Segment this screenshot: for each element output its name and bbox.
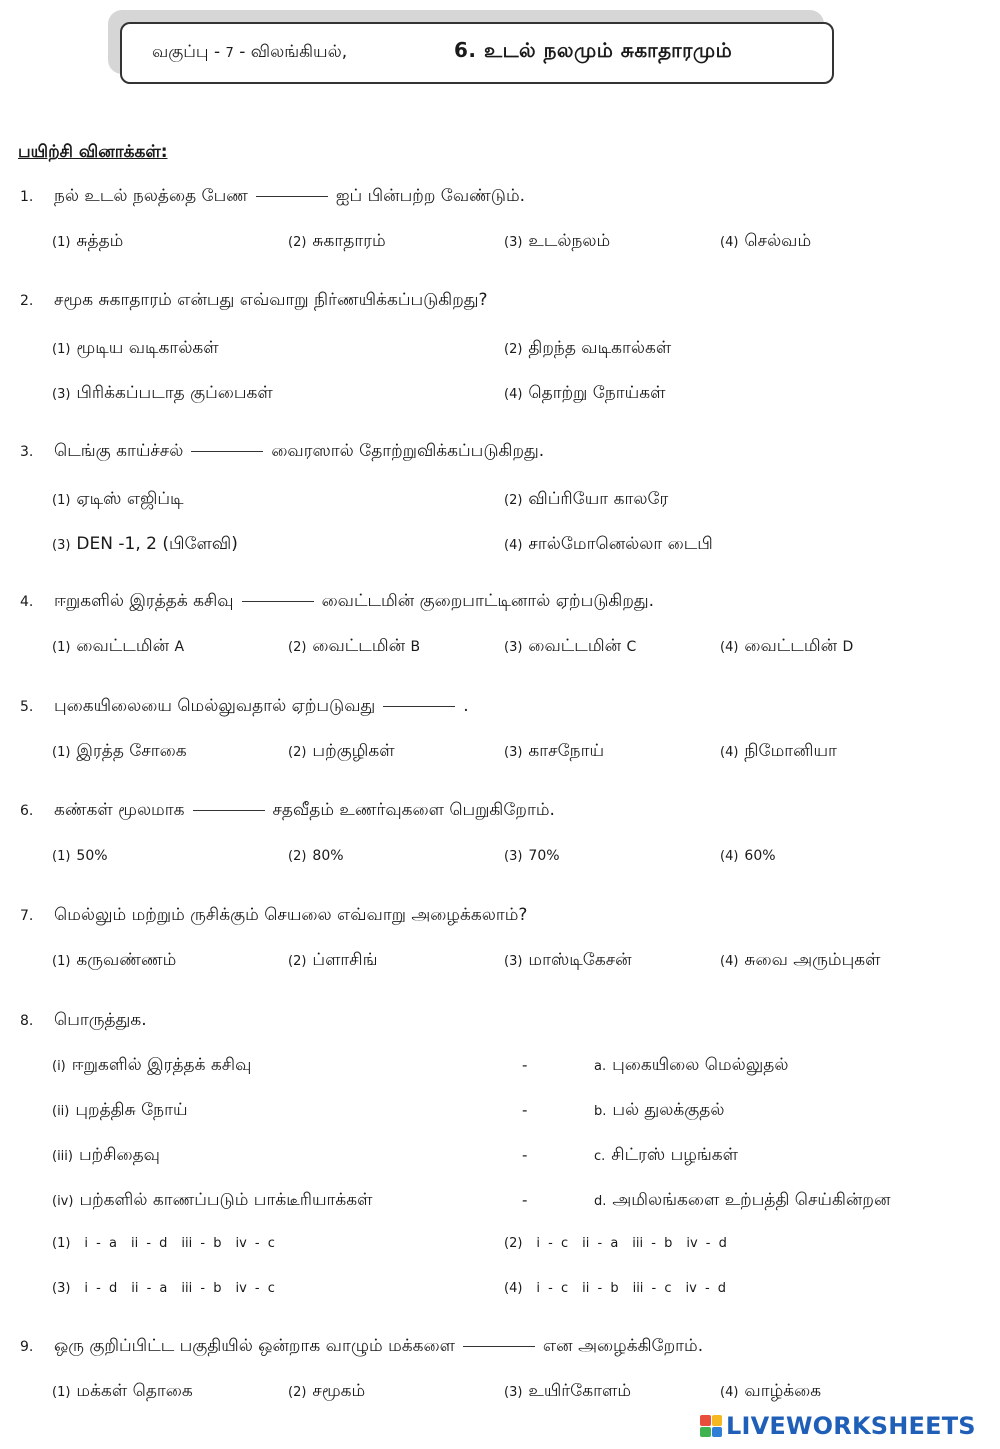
match-right-item — [594, 1055, 789, 1077]
question-number: 6. — [20, 803, 34, 819]
option-text: சால்மோனெல்லா டைபி — [528, 534, 713, 554]
answer-option — [52, 1381, 193, 1403]
question-stem: புகையிலையை மெல்லுவதால் ஏற்படுவது — [54, 696, 376, 716]
question-stem: ஈறுகளில் இரத்தக் கசிவு — [54, 591, 234, 611]
question-text — [20, 1336, 703, 1358]
option-text-small: C — [626, 639, 637, 655]
liveworksheets-logo — [700, 1411, 976, 1441]
question-text — [20, 290, 488, 312]
answer-option — [504, 383, 665, 405]
question-stem: ஒரு குறிப்பிட்ட பகுதியில் ஒன்றாக வாழும் மக்களை — [54, 1336, 455, 1356]
option-text: சமூகம் — [312, 1381, 366, 1401]
option-number: (2) — [288, 235, 307, 250]
option-number: (3) — [504, 640, 523, 655]
option-number: (2) — [504, 1236, 523, 1251]
option-number: (4) — [720, 235, 739, 250]
question-stem: சமூக சுகாதாரம் என்பது எவ்வாறு நிர்ணயிக்கப்படுகிறது? — [54, 290, 488, 310]
option-text-small: A — [174, 639, 185, 655]
option-text: வைட்டமின் — [744, 636, 843, 656]
match-pair: iv - d — [685, 1281, 727, 1296]
option-text: DEN -1, 2 (பிளேவி) — [76, 534, 238, 554]
option-number: (2) — [288, 849, 307, 864]
option-text-small: 60% — [744, 848, 776, 864]
option-text: பிரிக்கப்படாத குப்பைகள் — [76, 383, 273, 403]
option-number: (4) — [720, 640, 739, 655]
match-right-letter: b. — [594, 1104, 607, 1119]
grade-label — [152, 42, 347, 64]
match-answer-option — [504, 1281, 740, 1296]
option-number: (2) — [504, 493, 523, 508]
answer-blank — [193, 810, 265, 811]
answer-option — [504, 1381, 631, 1403]
match-pair: iii - b — [181, 1281, 222, 1296]
option-number: (3) — [504, 1385, 523, 1400]
option-number: (3) — [504, 849, 523, 864]
match-pair: iii - b — [181, 1236, 222, 1251]
option-number: (1) — [52, 1385, 71, 1400]
option-number: (4) — [720, 849, 739, 864]
answer-option — [288, 231, 386, 253]
option-text: சுவை அரும்புகள் — [744, 950, 881, 970]
option-number: (1) — [52, 745, 71, 760]
match-right-text: சிட்ரஸ் பழங்கள் — [611, 1145, 739, 1165]
option-number: (1) — [52, 640, 71, 655]
option-number: (4) — [504, 538, 523, 553]
answer-blank — [191, 451, 263, 452]
option-number: (2) — [504, 342, 523, 357]
answer-blank — [242, 601, 314, 602]
question-text — [20, 800, 555, 822]
option-text: திறந்த வடிகால்கள் — [528, 338, 672, 358]
match-right-item — [594, 1145, 738, 1167]
question-number: 9. — [20, 1339, 34, 1355]
option-number: (1) — [52, 954, 71, 969]
answer-option — [52, 383, 273, 405]
question-stem: டெங்கு காய்ச்சல் — [54, 441, 184, 461]
option-number: (1) — [52, 235, 71, 250]
match-right-item — [594, 1100, 724, 1122]
option-text: விப்ரியோ காலரே — [528, 489, 669, 509]
match-right-text: அமிலங்களை உற்பத்தி செய்கின்றன — [612, 1190, 891, 1210]
answer-option — [504, 741, 604, 763]
answer-option — [288, 950, 378, 972]
match-pair: ii - b — [582, 1281, 619, 1296]
option-text: சுத்தம் — [76, 231, 124, 251]
option-number: (2) — [288, 745, 307, 760]
question-stem: நல் உடல் நலத்தை பேண — [54, 186, 248, 206]
match-pair: iii - c — [632, 1281, 672, 1296]
match-right-letter: a. — [594, 1059, 607, 1074]
match-left-text: புறத்திசு நோய் — [75, 1100, 188, 1120]
option-text: மக்கள் தொகை — [76, 1381, 193, 1401]
match-left-number: (iv) — [52, 1194, 74, 1209]
option-number: (4) — [720, 745, 739, 760]
option-number: (2) — [288, 640, 307, 655]
question-number: 2. — [20, 293, 34, 309]
answer-option — [504, 950, 632, 972]
match-left-item — [52, 1190, 373, 1212]
match-pair: iv - d — [686, 1236, 727, 1251]
option-number: (1) — [52, 493, 71, 508]
question-text — [20, 441, 544, 463]
option-text: உயிர்கோளம் — [528, 1381, 632, 1401]
match-right-item — [594, 1190, 890, 1212]
option-text: பற்குழிகள் — [312, 741, 395, 761]
question-stem-end: ஐப் பின்பற்ற வேண்டும். — [335, 186, 526, 206]
match-left-text: பற்களில் காணப்படும் பாக்டீரியாக்கள் — [79, 1190, 373, 1210]
answer-option — [52, 489, 184, 511]
question-text — [20, 591, 654, 613]
answer-option — [52, 950, 176, 972]
match-left-number: (ii) — [52, 1104, 70, 1119]
option-number: (4) — [504, 387, 523, 402]
question-stem-end: சதவீதம் உணர்வுகளை பெறுகிறோம். — [272, 800, 555, 820]
question-number: 4. — [20, 594, 34, 610]
option-number: (3) — [504, 745, 523, 760]
option-text-small: 70% — [528, 848, 560, 864]
header-box — [120, 22, 834, 84]
answer-option — [52, 534, 238, 556]
question-number: 1. — [20, 189, 34, 205]
option-text: நிமோனியா — [744, 741, 837, 761]
question-text — [20, 1010, 147, 1032]
answer-option — [504, 636, 636, 658]
answer-option — [504, 231, 610, 253]
option-text: தொற்று நோய்கள் — [528, 383, 666, 403]
question-number: 3. — [20, 444, 34, 460]
question-stem: பொருத்துக. — [54, 1010, 147, 1030]
option-text: காசநோய் — [528, 741, 605, 761]
match-right-text: பல் துலக்குதல் — [612, 1100, 725, 1120]
option-text: வைட்டமின் — [528, 636, 627, 656]
match-left-number: (i) — [52, 1059, 66, 1074]
answer-option — [720, 636, 853, 658]
option-number: (3) — [52, 538, 71, 553]
option-text: வைட்டமின் — [76, 636, 175, 656]
answer-option — [288, 741, 395, 763]
answer-option — [52, 231, 123, 253]
option-number: (3) — [52, 387, 71, 402]
match-left-text: ஈறுகளில் இரத்தக் கசிவு — [71, 1055, 252, 1075]
question-number: 5. — [20, 699, 34, 715]
option-text: சுகாதாரம் — [312, 231, 386, 251]
option-text: ஏடிஸ் எஜிப்டி — [76, 489, 184, 509]
question-stem-end: வைரஸால் தோற்றுவிக்கப்படுகிறது. — [271, 441, 545, 461]
answer-option — [720, 741, 837, 763]
option-number: (1) — [52, 342, 71, 357]
question-text — [20, 905, 527, 927]
section-title: பயிற்சி வினாக்கள்: — [18, 142, 168, 162]
match-pair: iv - c — [235, 1236, 275, 1251]
option-text: மாஸ்டிகேசன் — [528, 950, 632, 970]
option-number: (3) — [52, 1281, 71, 1296]
question-number: 8. — [20, 1013, 34, 1029]
option-text: ப்ளாசிங் — [312, 950, 378, 970]
option-number: (4) — [720, 1385, 739, 1400]
answer-option — [288, 845, 344, 865]
answer-blank — [383, 706, 455, 707]
answer-option — [720, 231, 811, 253]
option-text: கருவண்ணம் — [76, 950, 177, 970]
answer-option — [288, 636, 420, 658]
option-text-small: 80% — [312, 848, 344, 864]
answer-option — [52, 845, 108, 865]
option-number: (3) — [504, 954, 523, 969]
question-stem-end: வைட்டமின் குறைபாட்டினால் ஏற்படுகிறது. — [321, 591, 655, 611]
option-text: உடல்நலம் — [528, 231, 611, 251]
match-pair: iv - c — [235, 1281, 275, 1296]
question-stem: மெல்லும் மற்றும் ருசிக்கும் செயலை எவ்வாறு அழைக்கலாம்? — [54, 905, 528, 925]
answer-option — [504, 534, 713, 556]
match-right-letter: c. — [594, 1149, 606, 1164]
match-dash: - — [522, 1146, 528, 1164]
question-stem-end: என அழைக்கிறோம். — [542, 1336, 704, 1356]
answer-option — [52, 741, 187, 763]
option-text: வைட்டமின் — [312, 636, 411, 656]
option-number: (2) — [288, 954, 307, 969]
match-dash: - — [522, 1056, 528, 1074]
match-pair: i - a — [84, 1236, 117, 1251]
answer-option — [720, 950, 880, 972]
match-left-item — [52, 1100, 188, 1122]
grade-suffix: - விலங்கியல், — [233, 42, 348, 62]
option-number: (4) — [720, 954, 739, 969]
answer-option — [504, 489, 668, 511]
option-text-small: B — [410, 639, 421, 655]
match-pair: i - d — [84, 1281, 118, 1296]
answer-blank — [463, 1346, 535, 1347]
question-number: 7. — [20, 908, 34, 924]
answer-option — [52, 338, 219, 360]
option-text: செல்வம் — [744, 231, 812, 251]
match-pair: ii - a — [131, 1281, 168, 1296]
match-right-letter: d. — [594, 1194, 607, 1209]
option-number: (2) — [288, 1385, 307, 1400]
match-left-item — [52, 1055, 251, 1077]
question-stem: கண்கள் மூலமாக — [54, 800, 185, 820]
match-left-item — [52, 1145, 160, 1167]
option-text: வாழ்க்கை — [744, 1381, 822, 1401]
answer-option — [720, 845, 776, 865]
match-pair: ii - d — [130, 1236, 168, 1251]
match-left-text: பற்சிதைவு — [78, 1145, 160, 1165]
option-number: (3) — [504, 235, 523, 250]
match-pair: i - c — [536, 1281, 569, 1296]
match-pair: i - c — [536, 1236, 569, 1251]
option-number: (1) — [52, 849, 71, 864]
match-answer-option — [52, 1236, 289, 1251]
option-text: இரத்த சோகை — [76, 741, 187, 761]
answer-blank — [256, 196, 328, 197]
option-number: (1) — [52, 1236, 71, 1251]
option-text: மூடிய வடிகால்கள் — [76, 338, 219, 358]
answer-option — [288, 1381, 365, 1403]
match-answer-option — [504, 1236, 741, 1251]
question-stem-end: . — [463, 696, 469, 716]
logo-icon — [700, 1415, 722, 1437]
option-number: (4) — [504, 1281, 523, 1296]
answer-option — [504, 338, 671, 360]
logo-text: LIVEWORKSHEETS — [726, 1412, 976, 1440]
match-left-number: (iii) — [52, 1149, 73, 1164]
option-text-small: D — [842, 639, 854, 655]
answer-option — [720, 1381, 821, 1403]
chapter-title: 6. உடல் நலமும் சுகாதாரமும் — [454, 38, 733, 62]
match-pair: iii - b — [632, 1236, 673, 1251]
question-text — [20, 696, 469, 718]
option-text-small: 50% — [76, 848, 108, 864]
match-pair: ii - a — [582, 1236, 619, 1251]
answer-option — [52, 636, 184, 658]
answer-option — [504, 845, 560, 865]
match-answer-option — [52, 1281, 289, 1296]
grade-prefix: வகுப்பு - — [152, 42, 226, 62]
grade-num: 7 — [225, 46, 234, 61]
match-dash: - — [522, 1101, 528, 1119]
match-right-text: புகையிலை மெல்லுதல் — [612, 1055, 789, 1075]
match-dash: - — [522, 1191, 528, 1209]
question-text — [20, 186, 525, 208]
